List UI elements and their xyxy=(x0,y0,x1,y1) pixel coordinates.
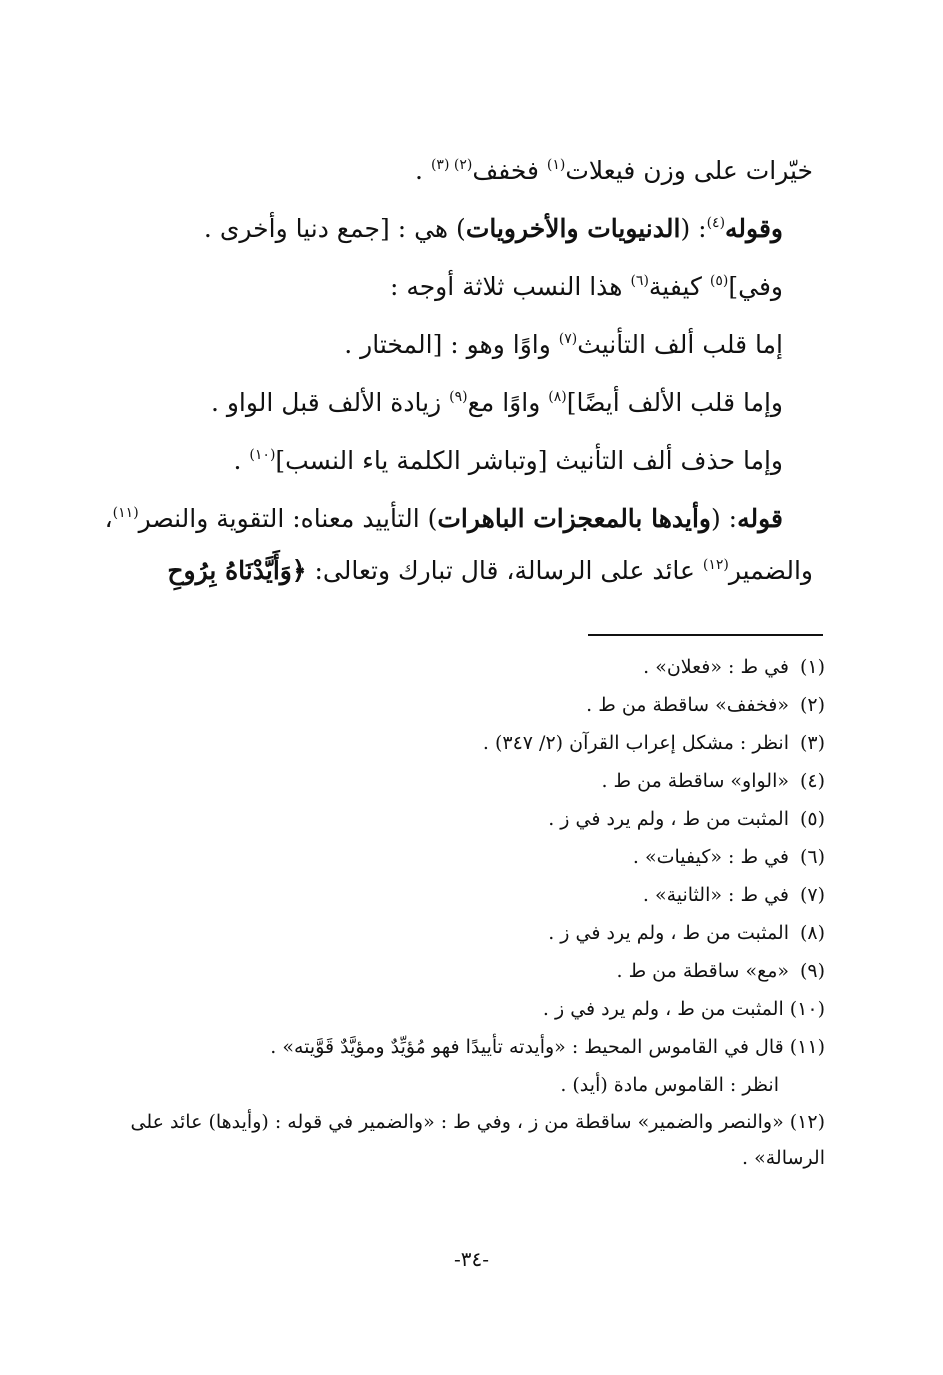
footnote-text: انظر : القاموس مادة (أيد) . xyxy=(560,1074,779,1096)
footnote-item xyxy=(110,724,825,762)
footnote-ref: (٤) xyxy=(706,215,726,231)
footnote-ref: (٨) xyxy=(548,389,567,405)
footnote-ref: (٢) (٣) xyxy=(430,157,473,173)
text-segment: كيفية xyxy=(648,272,710,301)
footnote-number: (١٢) xyxy=(789,1111,825,1133)
footnote-text: «والنصر والضمير» ساقطة من ز ، وفي ط : «والضمير في قوله : (وأيدها) عائد على الرسالة» . xyxy=(130,1111,825,1169)
text-segment: . xyxy=(233,446,250,475)
text-segment: : ( xyxy=(680,214,707,243)
footnote-ref: (٥) xyxy=(709,273,729,289)
text-line-8 xyxy=(105,548,813,600)
quoted-phrase-bold: الدنيويات والأخرويات xyxy=(465,214,681,243)
text-line-7 xyxy=(105,490,783,548)
text-segment: فخفف xyxy=(472,156,547,185)
footnote-item xyxy=(110,1028,825,1066)
footnote-continuation xyxy=(110,1066,825,1104)
footnote-text: «فخفف» ساقطة من ط . xyxy=(586,694,789,716)
text-segment: والضمير xyxy=(728,556,813,585)
footnote-item xyxy=(110,686,825,724)
footnote-ref: (٦) xyxy=(630,273,649,289)
footnote-text: «الواو» ساقطة من ط . xyxy=(601,770,789,792)
footnote-number: (٨) xyxy=(799,922,825,944)
footnote-text: المثبت من ط ، ولم يرد في ز . xyxy=(542,998,784,1020)
footnote-item xyxy=(110,800,825,838)
main-text xyxy=(105,142,813,600)
text-segment: ) التأييد معناه: التقوية والنصر xyxy=(138,504,438,533)
footnote-text: في ط : «الثانية» . xyxy=(642,884,789,906)
text-segment: : ( xyxy=(710,504,738,533)
footnote-number: (٧) xyxy=(799,884,825,906)
text-line-4 xyxy=(105,316,783,374)
text-line-5 xyxy=(105,374,783,432)
text-segment: خيّرات على وزن فيعلات xyxy=(565,156,813,185)
footnote-text: انظر : مشكل إعراب القرآن (٢/ ٣٤٧) . xyxy=(482,732,789,754)
footnote-text: في ط : «فعلان» . xyxy=(643,656,789,678)
footnote-ref: (١٠) xyxy=(249,447,276,463)
footnote-number: (٩) xyxy=(799,960,825,982)
text-segment: وفي] xyxy=(728,272,783,301)
footnote-text: المثبت من ط ، ولم يرد في ز . xyxy=(548,922,789,944)
text-segment: وإما حذف ألف التأنيث [وتباشر الكلمة ياء النسب] xyxy=(275,446,783,475)
text-segment: . xyxy=(415,156,431,185)
text-segment: واوًا وهو : [المختار . xyxy=(344,330,559,359)
footnote-item xyxy=(110,762,825,800)
text-segment: إما قلب ألف التأنيث xyxy=(577,330,783,359)
text-segment-bold: قوله xyxy=(737,504,783,533)
footnote-ref: (٧) xyxy=(558,331,578,347)
text-segment: ) هي : [جمع دنيا وأخرى . xyxy=(203,214,466,243)
text-segment-bold: وقوله xyxy=(725,214,783,243)
quoted-phrase-bold: وأيدها بالمعجزات الباهرات xyxy=(437,504,711,533)
footnote-number: (١٠) xyxy=(789,998,825,1020)
footnote-number: (٢) xyxy=(799,694,825,716)
footnote-ref: (٩) xyxy=(449,389,468,405)
footnote-number: (٦) xyxy=(799,846,825,868)
footnote-text: المثبت من ط ، ولم يرد في ز . xyxy=(548,808,789,830)
text-line-6 xyxy=(105,432,783,490)
footnote-number: (٥) xyxy=(799,808,825,830)
footnote-item xyxy=(110,648,825,686)
footnote-ref: (١) xyxy=(546,157,566,173)
quran-verse-bold: ﴿وَأَيَّدْنَاهُ بِرُوحِ xyxy=(167,556,307,585)
text-segment: هذا النسب ثلاثة أوجه : xyxy=(389,272,631,301)
text-segment: ، xyxy=(105,504,113,533)
footnotes-section xyxy=(110,648,825,1176)
footnote-ref: (١٢) xyxy=(702,557,729,573)
footnote-item xyxy=(110,914,825,952)
footnote-item xyxy=(110,876,825,914)
footnote-item xyxy=(110,1104,825,1176)
footnote-item xyxy=(110,952,825,990)
footnote-number: (٤) xyxy=(799,770,825,792)
text-segment: زيادة الألف قبل الواو . xyxy=(210,388,450,417)
footnote-number: (٣) xyxy=(799,732,825,754)
footnote-number: (١١) xyxy=(789,1036,825,1058)
text-segment: عائد على الرسالة، قال تبارك وتعالى: xyxy=(306,556,703,585)
page-number: -٣٤- xyxy=(453,1247,489,1271)
footnote-ref: (١١) xyxy=(112,505,139,521)
text-segment: وإما قلب الألف أيضًا] xyxy=(566,388,783,417)
footnote-item xyxy=(110,838,825,876)
footnote-text: «مع» ساقطة من ط . xyxy=(616,960,789,982)
footnote-number: (١) xyxy=(799,656,825,678)
footnote-separator xyxy=(588,634,823,636)
text-segment: واوًا مع xyxy=(467,388,549,417)
text-line-2 xyxy=(105,200,783,258)
text-line-3 xyxy=(105,258,783,316)
text-line-1 xyxy=(105,142,813,200)
footnote-text: قال في القاموس المحيط : «وأيدته تأييدًا فهو مُؤيِّدٌ ومؤيَّدٌ قَوَّيته» . xyxy=(270,1036,784,1058)
footnote-item xyxy=(110,990,825,1028)
footnote-text: في ط : «كيفيات» . xyxy=(632,846,789,868)
